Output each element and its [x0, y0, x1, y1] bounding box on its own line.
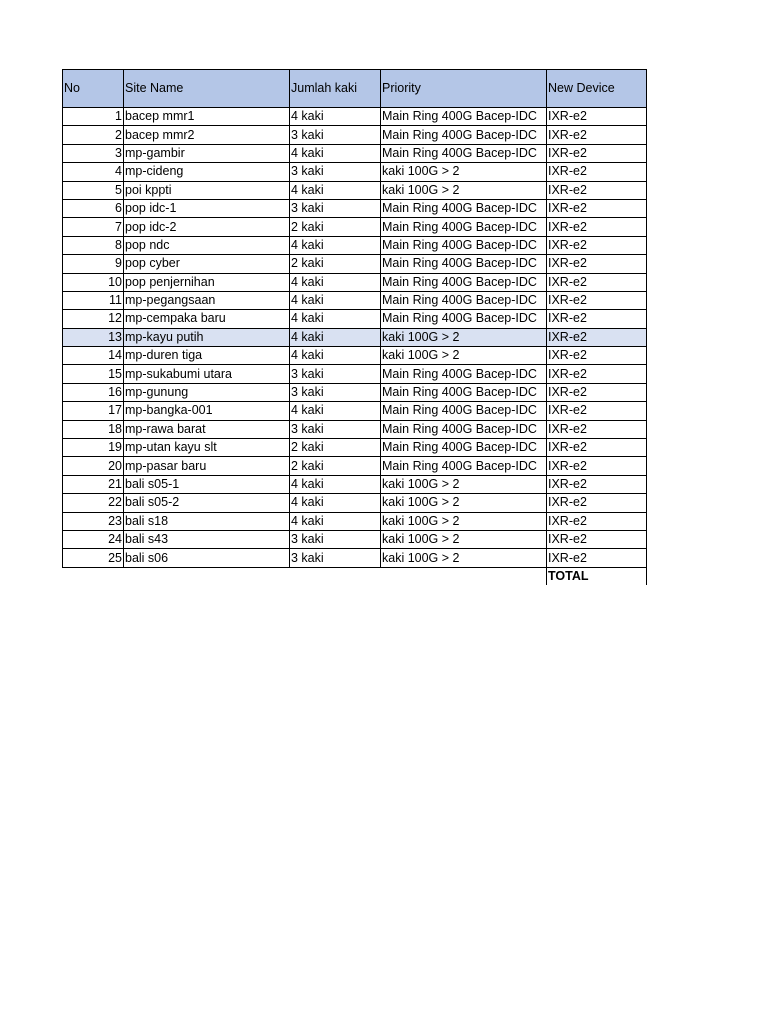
- cell-site-name[interactable]: mp-duren tiga: [124, 347, 290, 365]
- cell-site-name[interactable]: bali s18: [124, 512, 290, 530]
- cell-jumlah-kaki[interactable]: 2 kaki: [290, 457, 381, 475]
- cell-new-device[interactable]: IXR-e2: [547, 365, 647, 383]
- cell-site-name[interactable]: mp-kayu putih: [124, 328, 290, 346]
- cell-no[interactable]: 2: [63, 126, 124, 144]
- table-row: [63, 236, 647, 254]
- cell-new-device[interactable]: IXR-e2: [547, 549, 647, 567]
- cell-no[interactable]: 14: [63, 347, 124, 365]
- cell-jumlah-kaki[interactable]: 4 kaki: [290, 236, 381, 254]
- cell-site-name[interactable]: pop ndc: [124, 236, 290, 254]
- cell-no[interactable]: 9: [63, 255, 124, 273]
- cell-jumlah-kaki[interactable]: 4 kaki: [290, 347, 381, 365]
- table-row: [63, 163, 647, 181]
- cell-no[interactable]: 4: [63, 163, 124, 181]
- table-row: [63, 255, 647, 273]
- table-row: [63, 218, 647, 236]
- cell-no[interactable]: 1: [63, 108, 124, 126]
- cell-priority[interactable]: Main Ring 400G Bacep-IDC: [381, 199, 547, 217]
- table-row: [63, 439, 647, 457]
- header-row: [63, 70, 647, 108]
- cell-jumlah-kaki[interactable]: 4 kaki: [290, 512, 381, 530]
- cell-priority[interactable]: Main Ring 400G Bacep-IDC: [381, 144, 547, 162]
- cell-jumlah-kaki[interactable]: 4 kaki: [290, 310, 381, 328]
- cell-priority[interactable]: kaki 100G > 2: [381, 328, 547, 346]
- cell-no[interactable]: 10: [63, 273, 124, 291]
- cell-new-device[interactable]: IXR-e2: [547, 402, 647, 420]
- cell-jumlah-kaki[interactable]: 4 kaki: [290, 328, 381, 346]
- cell-site-name[interactable]: mp-gambir: [124, 144, 290, 162]
- cell-new-device[interactable]: IXR-e2: [547, 291, 647, 309]
- table-row: [63, 144, 647, 162]
- cell-jumlah-kaki[interactable]: 3 kaki: [290, 383, 381, 401]
- cell-new-device[interactable]: IXR-e2: [547, 126, 647, 144]
- empty-cell: [124, 567, 290, 585]
- cell-no[interactable]: 21: [63, 475, 124, 493]
- cell-no[interactable]: 20: [63, 457, 124, 475]
- cell-new-device[interactable]: IXR-e2: [547, 512, 647, 530]
- cell-jumlah-kaki[interactable]: 4 kaki: [290, 273, 381, 291]
- empty-cell: [381, 567, 547, 585]
- cell-site-name[interactable]: poi kppti: [124, 181, 290, 199]
- header-site-name[interactable]: Site Name: [124, 70, 290, 108]
- cell-new-device[interactable]: IXR-e2: [547, 494, 647, 512]
- cell-priority[interactable]: Main Ring 400G Bacep-IDC: [381, 365, 547, 383]
- cell-no[interactable]: 17: [63, 402, 124, 420]
- cell-site-name[interactable]: mp-utan kayu slt: [124, 439, 290, 457]
- cell-new-device[interactable]: IXR-e2: [547, 108, 647, 126]
- cell-site-name[interactable]: pop penjernihan: [124, 273, 290, 291]
- cell-site-name[interactable]: mp-sukabumi utara: [124, 365, 290, 383]
- cell-priority[interactable]: Main Ring 400G Bacep-IDC: [381, 457, 547, 475]
- table-row: [63, 291, 647, 309]
- cell-site-name[interactable]: pop idc-2: [124, 218, 290, 236]
- table-row: [63, 108, 647, 126]
- cell-priority[interactable]: kaki 100G > 2: [381, 181, 547, 199]
- cell-priority[interactable]: kaki 100G > 2: [381, 494, 547, 512]
- cell-new-device[interactable]: IXR-e2: [547, 255, 647, 273]
- cell-jumlah-kaki[interactable]: 3 kaki: [290, 365, 381, 383]
- table-row: [63, 383, 647, 401]
- cell-priority[interactable]: kaki 100G > 2: [381, 530, 547, 548]
- cell-jumlah-kaki[interactable]: 3 kaki: [290, 530, 381, 548]
- cell-new-device[interactable]: IXR-e2: [547, 530, 647, 548]
- cell-priority[interactable]: Main Ring 400G Bacep-IDC: [381, 255, 547, 273]
- cell-jumlah-kaki[interactable]: 3 kaki: [290, 126, 381, 144]
- cell-jumlah-kaki[interactable]: 2 kaki: [290, 218, 381, 236]
- table-row: [63, 530, 647, 548]
- cell-no[interactable]: 16: [63, 383, 124, 401]
- cell-new-device[interactable]: IXR-e2: [547, 218, 647, 236]
- cell-jumlah-kaki[interactable]: 4 kaki: [290, 402, 381, 420]
- cell-no[interactable]: 15: [63, 365, 124, 383]
- cell-new-device[interactable]: IXR-e2: [547, 199, 647, 217]
- cell-priority[interactable]: Main Ring 400G Bacep-IDC: [381, 439, 547, 457]
- cell-new-device[interactable]: IXR-e2: [547, 420, 647, 438]
- cell-site-name[interactable]: mp-cideng: [124, 163, 290, 181]
- cell-priority[interactable]: Main Ring 400G Bacep-IDC: [381, 310, 547, 328]
- cell-site-name[interactable]: pop idc-1: [124, 199, 290, 217]
- cell-jumlah-kaki[interactable]: 2 kaki: [290, 255, 381, 273]
- cell-priority[interactable]: kaki 100G > 2: [381, 475, 547, 493]
- cell-priority[interactable]: Main Ring 400G Bacep-IDC: [381, 126, 547, 144]
- total-label[interactable]: TOTAL: [547, 567, 647, 585]
- table-row: [63, 475, 647, 493]
- table-row: [63, 549, 647, 567]
- cell-new-device[interactable]: IXR-e2: [547, 144, 647, 162]
- empty-cell: [63, 567, 124, 585]
- cell-no[interactable]: 11: [63, 291, 124, 309]
- header-jumlah-kaki[interactable]: Jumlah kaki: [290, 70, 381, 108]
- cell-jumlah-kaki[interactable]: 4 kaki: [290, 291, 381, 309]
- cell-no[interactable]: 25: [63, 549, 124, 567]
- cell-no[interactable]: 13: [63, 328, 124, 346]
- cell-jumlah-kaki[interactable]: 4 kaki: [290, 475, 381, 493]
- cell-no[interactable]: 18: [63, 420, 124, 438]
- cell-new-device[interactable]: IXR-e2: [547, 236, 647, 254]
- cell-priority[interactable]: Main Ring 400G Bacep-IDC: [381, 273, 547, 291]
- cell-no[interactable]: 22: [63, 494, 124, 512]
- table-row: [63, 512, 647, 530]
- table-row: [63, 310, 647, 328]
- cell-no[interactable]: 24: [63, 530, 124, 548]
- cell-site-name[interactable]: bacep mmr2: [124, 126, 290, 144]
- header-no[interactable]: No: [63, 70, 124, 108]
- cell-site-name[interactable]: mp-pasar baru: [124, 457, 290, 475]
- cell-new-device[interactable]: IXR-e2: [547, 439, 647, 457]
- table-row: [63, 347, 647, 365]
- cell-no[interactable]: 8: [63, 236, 124, 254]
- cell-no[interactable]: 7: [63, 218, 124, 236]
- cell-priority[interactable]: Main Ring 400G Bacep-IDC: [381, 236, 547, 254]
- table-row: [63, 365, 647, 383]
- total-row: [63, 567, 647, 585]
- cell-priority[interactable]: kaki 100G > 2: [381, 163, 547, 181]
- table-row: [63, 181, 647, 199]
- cell-site-name[interactable]: mp-rawa barat: [124, 420, 290, 438]
- cell-no[interactable]: 6: [63, 199, 124, 217]
- cell-site-name[interactable]: bali s05-1: [124, 475, 290, 493]
- cell-no[interactable]: 5: [63, 181, 124, 199]
- cell-priority[interactable]: kaki 100G > 2: [381, 347, 547, 365]
- cell-no[interactable]: 12: [63, 310, 124, 328]
- table-row: [63, 199, 647, 217]
- cell-jumlah-kaki[interactable]: 3 kaki: [290, 549, 381, 567]
- cell-site-name[interactable]: mp-cempaka baru: [124, 310, 290, 328]
- cell-no[interactable]: 23: [63, 512, 124, 530]
- cell-new-device[interactable]: IXR-e2: [547, 347, 647, 365]
- cell-jumlah-kaki[interactable]: 3 kaki: [290, 199, 381, 217]
- cell-no[interactable]: 19: [63, 439, 124, 457]
- table-row: [63, 494, 647, 512]
- cell-priority[interactable]: kaki 100G > 2: [381, 549, 547, 567]
- cell-new-device[interactable]: IXR-e2: [547, 383, 647, 401]
- cell-priority[interactable]: Main Ring 400G Bacep-IDC: [381, 383, 547, 401]
- empty-cell: [290, 567, 381, 585]
- table-row: [63, 402, 647, 420]
- cell-site-name[interactable]: mp-pegangsaan: [124, 291, 290, 309]
- cell-site-name[interactable]: pop cyber: [124, 255, 290, 273]
- cell-priority[interactable]: Main Ring 400G Bacep-IDC: [381, 402, 547, 420]
- cell-jumlah-kaki[interactable]: 2 kaki: [290, 439, 381, 457]
- table-row: [63, 457, 647, 475]
- cell-new-device[interactable]: IXR-e2: [547, 273, 647, 291]
- cell-jumlah-kaki[interactable]: 3 kaki: [290, 420, 381, 438]
- cell-site-name[interactable]: mp-gunung: [124, 383, 290, 401]
- header-new-device[interactable]: New Device: [547, 70, 647, 108]
- cell-jumlah-kaki[interactable]: 4 kaki: [290, 181, 381, 199]
- cell-new-device[interactable]: IXR-e2: [547, 328, 647, 346]
- table-row: [63, 420, 647, 438]
- table-row: [63, 273, 647, 291]
- site-device-table: [62, 69, 647, 585]
- cell-site-name[interactable]: bali s06: [124, 549, 290, 567]
- cell-site-name[interactable]: bali s05-2: [124, 494, 290, 512]
- cell-site-name[interactable]: bacep mmr1: [124, 108, 290, 126]
- cell-priority[interactable]: Main Ring 400G Bacep-IDC: [381, 108, 547, 126]
- cell-site-name[interactable]: bali s43: [124, 530, 290, 548]
- cell-priority[interactable]: kaki 100G > 2: [381, 512, 547, 530]
- cell-priority[interactable]: Main Ring 400G Bacep-IDC: [381, 420, 547, 438]
- cell-jumlah-kaki[interactable]: 3 kaki: [290, 163, 381, 181]
- cell-priority[interactable]: Main Ring 400G Bacep-IDC: [381, 218, 547, 236]
- cell-new-device[interactable]: IXR-e2: [547, 163, 647, 181]
- cell-new-device[interactable]: IXR-e2: [547, 457, 647, 475]
- header-priority[interactable]: Priority: [381, 70, 547, 108]
- cell-new-device[interactable]: IXR-e2: [547, 181, 647, 199]
- cell-jumlah-kaki[interactable]: 4 kaki: [290, 144, 381, 162]
- cell-new-device[interactable]: IXR-e2: [547, 310, 647, 328]
- cell-jumlah-kaki[interactable]: 4 kaki: [290, 494, 381, 512]
- cell-priority[interactable]: Main Ring 400G Bacep-IDC: [381, 291, 547, 309]
- cell-jumlah-kaki[interactable]: 4 kaki: [290, 108, 381, 126]
- cell-new-device[interactable]: IXR-e2: [547, 475, 647, 493]
- cell-no[interactable]: 3: [63, 144, 124, 162]
- table-row: [63, 328, 647, 346]
- cell-site-name[interactable]: mp-bangka-001: [124, 402, 290, 420]
- table-row: [63, 126, 647, 144]
